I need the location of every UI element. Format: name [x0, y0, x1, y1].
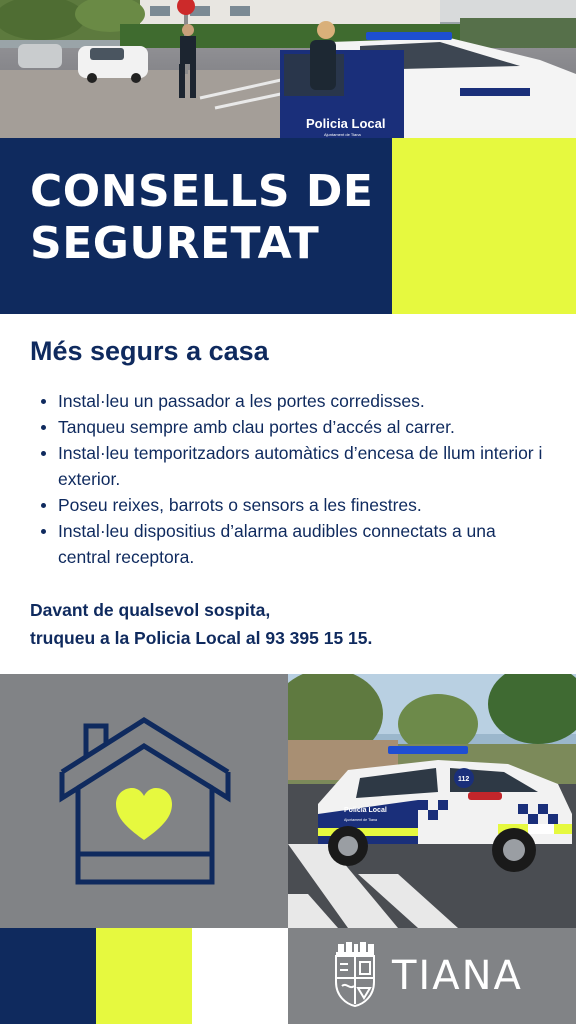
section-heading: Més segurs a casa: [30, 336, 269, 366]
tips-list: [30, 388, 550, 570]
police-car-photo: [288, 674, 576, 928]
contact-callout: [30, 596, 372, 652]
brand-name: TIANA: [392, 953, 523, 999]
list-item: Instal·leu dispositius d’alarma audibles connectats a una central receptora.: [30, 518, 550, 570]
car-side-label: Policia Local: [344, 807, 387, 814]
list-item: Poseu reixes, barrots o sensors a les finestres.: [30, 492, 550, 518]
title-line-2: SEGURETAT: [30, 218, 320, 269]
callout-line-2: truqueu a la Policia Local al 93 395 15 15.: [30, 628, 373, 648]
car-door-label: Policia Local: [306, 116, 386, 131]
list-item: Tanqueu sempre amb clau portes d’accés al carrer.: [30, 414, 550, 440]
lime-swatch: [96, 928, 192, 1024]
title-banner: [0, 138, 392, 314]
street-scene-illustration: [0, 0, 576, 138]
navy-swatch: [0, 928, 96, 1024]
lime-accent-block: [392, 138, 576, 314]
page-title: [30, 166, 373, 270]
house-icon-panel: [0, 674, 288, 928]
police-car-illustration: [288, 674, 576, 928]
car-door-sublabel: Ajuntament de Tiana: [324, 132, 361, 137]
callout-line-1: Davant de qualsevol sospita,: [30, 600, 271, 620]
advice-section: [0, 314, 576, 674]
car-side-sublabel: Ajuntament de Tiana: [344, 818, 377, 822]
list-item: Instal·leu un passador a les portes corredisses.: [30, 388, 550, 414]
municipality-logo: [288, 928, 576, 1024]
car-unit-number: 112: [458, 776, 470, 783]
tiana-crest-icon: [332, 942, 378, 1008]
house-heart-icon: [0, 674, 288, 928]
title-line-1: CONSELLS DE: [30, 166, 374, 217]
white-swatch: [192, 928, 288, 1024]
list-item: Instal·leu temporitzadors automàtics d’encesa de llum interior i exterior.: [30, 440, 550, 492]
top-photo-police-scene: [0, 0, 576, 138]
